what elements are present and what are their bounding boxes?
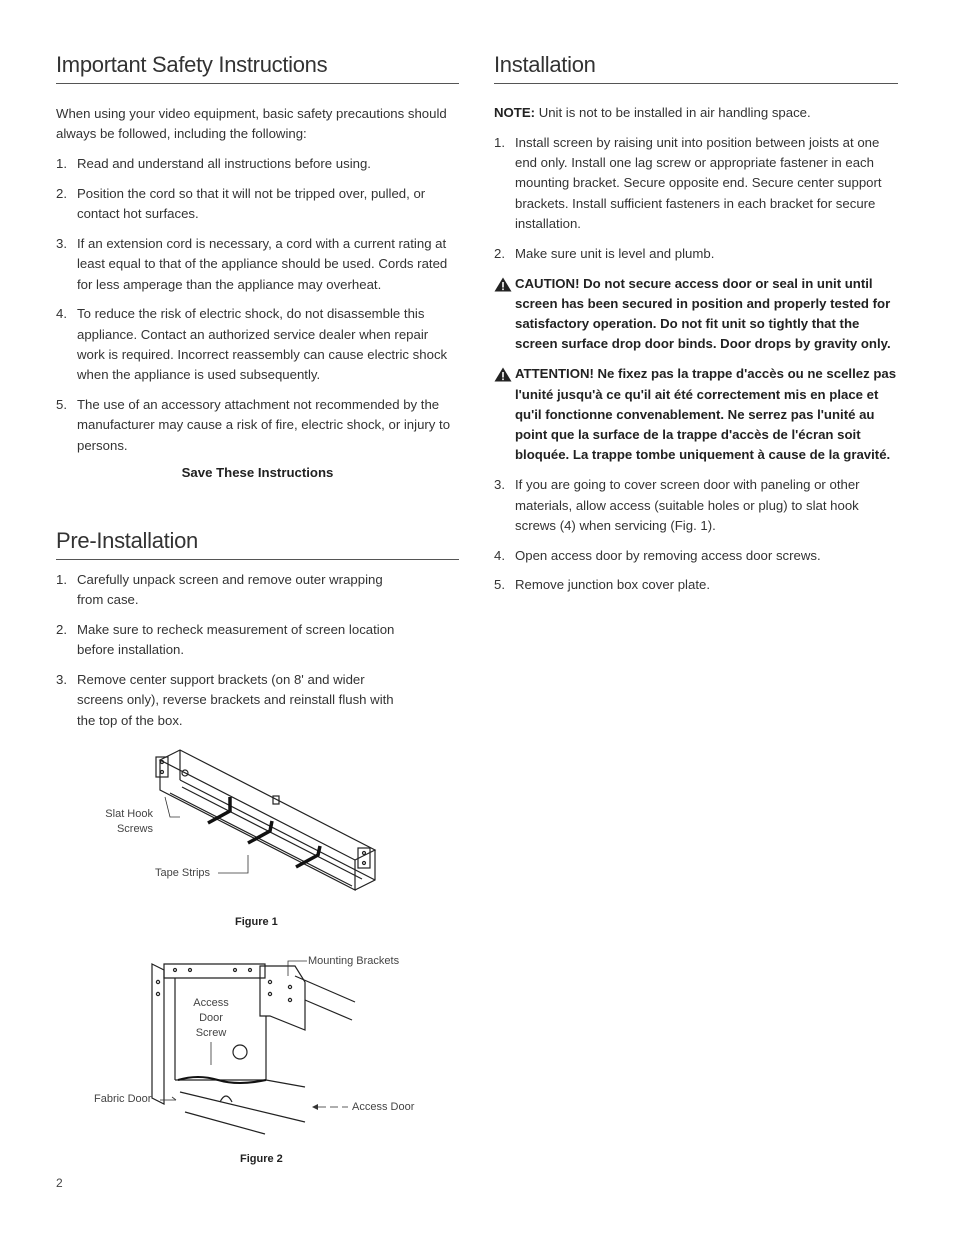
mounting-brackets-callout: Mounting Brackets bbox=[308, 955, 400, 967]
figure-1-label: Figure 1 bbox=[235, 916, 278, 928]
fabric-door-callout: Fabric Door bbox=[94, 1093, 152, 1105]
pre-installation-heading: Pre-Installation bbox=[56, 526, 459, 560]
right-column bbox=[494, 50, 898, 596]
installation-list-a bbox=[494, 133, 898, 264]
list-item: 5. The use of an accessory attachment not recommended by the manufacturer may cause a risk of fire, electric shock, or injury to persons. bbox=[56, 397, 451, 453]
attention-block: ATTENTION! Ne fixez pas la trappe d'accès ou ne scellez pas l'unité jusqu'à ce qu'il ait été correctement mis en place et qu'il fonctionne convenablement. Ne serrez pas l'unité au point que la surface de la trappe d'accès de l'écran soit bloquée. La trappe tombe uniquement à cause de la gravité. bbox=[494, 364, 898, 465]
list-item: 1. Read and understand all instructions before using. bbox=[56, 156, 371, 172]
note-label: NOTE: bbox=[494, 105, 536, 120]
list-item: 2. Make sure unit is level and plumb. bbox=[494, 245, 715, 261]
list-item: 3. If you are going to cover screen door with paneling or other materials, allow access (suitable holes or plug) to slat hook screws (4) when servicing (Fig. 1). bbox=[494, 477, 860, 533]
installation-heading: Installation bbox=[494, 50, 898, 84]
access-door-illustration bbox=[90, 952, 430, 1144]
figure-2-label: Figure 2 bbox=[240, 1153, 283, 1165]
list-item: 4. To reduce the risk of electric shock, do not disassemble this appliance. Contact an authorized service dealer when repair work is required. Incorrect reassembly can cause electric shock when the appliance is used subsequently. bbox=[56, 306, 448, 383]
left-column bbox=[56, 50, 459, 731]
safety-heading: Important Safety Instructions bbox=[56, 50, 459, 84]
page-number: 2 bbox=[56, 1176, 63, 1190]
list-item: 2. Position the cord so that it will not be tripped over, pulled, or contact hot surfaces. bbox=[56, 185, 426, 222]
safety-intro: When using your video equipment, basic safety precautions should always be followed, including the following: bbox=[56, 106, 447, 142]
caution-block: CAUTION! Do not secure access door or seal in unit until screen has been secured in position and properly tested for satisfactory operation. Do not fit unit so tightly that the screen surface drop door binds. Door drops by gravity only. bbox=[494, 274, 898, 355]
list-item: 1. Carefully unpack screen and remove outer wrapping from case. bbox=[56, 571, 383, 608]
figure-2 bbox=[90, 952, 430, 1172]
slat-hook-callout: Slat Hook Screws bbox=[105, 808, 153, 835]
list-item: 4. Open access door by removing access door screws. bbox=[494, 547, 821, 563]
pre-installation-list bbox=[56, 570, 401, 731]
warning-icon bbox=[494, 277, 512, 292]
warning-icon bbox=[494, 367, 512, 382]
installation-note: NOTE: Unit is not to be installed in air handling space. bbox=[494, 105, 811, 120]
list-item: 1. Install screen by raising unit into position between joists at one end only. Install one lag screw or appropriate fastener in each mounting bracket. Secure opposite end. Secure center support brackets. Install sufficient fasteners in each bracket for secure installation. bbox=[494, 134, 882, 231]
list-item: 3. If an extension cord is necessary, a cord with a current rating at least equal to that of the appliance should be used. Cords rated for less amperage than the appliance may overheat. bbox=[56, 235, 448, 292]
save-instructions-label: Save These Instructions bbox=[181, 464, 334, 480]
safety-list bbox=[56, 154, 459, 456]
access-door-callout: Access Door bbox=[352, 1101, 415, 1113]
list-item: 5. Remove junction box cover plate. bbox=[494, 577, 710, 593]
access-door-screw-callout: Access Door Screw bbox=[193, 997, 229, 1039]
installation-list-b bbox=[494, 475, 898, 595]
list-item: 2. Make sure to recheck measurement of screen location before installation. bbox=[56, 622, 395, 658]
list-item: 3. Remove center support brackets (on 8' and wider screens only), reverse brackets and reinstall flush with the top of the box. bbox=[56, 672, 394, 728]
tape-strips-callout: Tape Strips bbox=[155, 867, 211, 879]
figure-1 bbox=[90, 745, 390, 935]
